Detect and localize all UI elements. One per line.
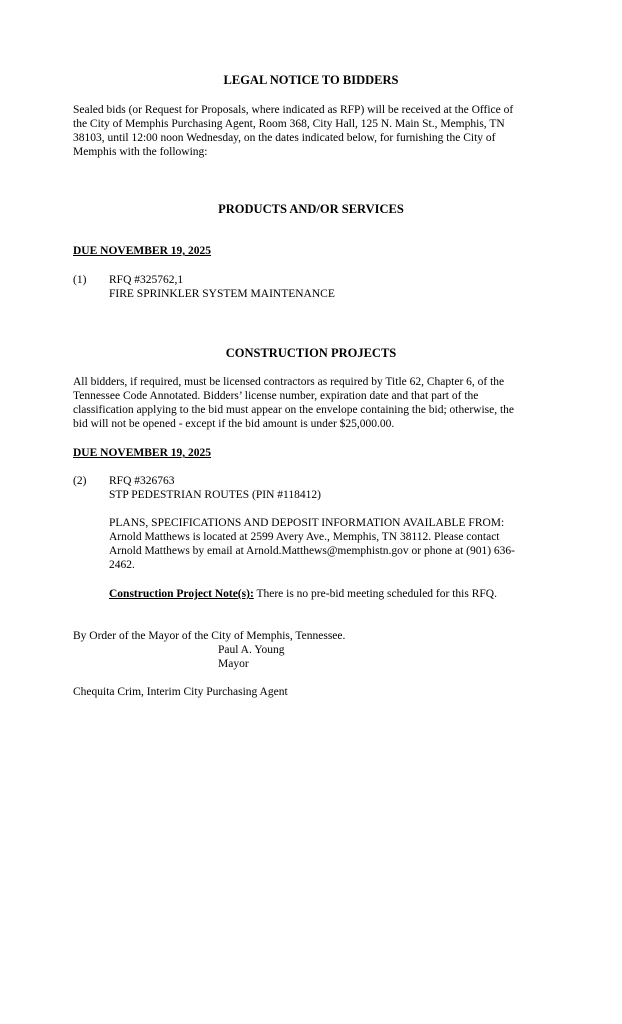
construction-item-rfq: RFQ #326763: [109, 475, 175, 487]
info-line: PLANS, SPECIFICATIONS AND DEPOSIT INFORMATION AVAILABLE FROM:: [109, 517, 505, 529]
order-line: By Order of the Mayor of the City of Memphis, Tennessee.: [73, 630, 346, 642]
info-line: Arnold Matthews is located at 2599 Avery Ave., Memphis, TN 38112. Please contact: [109, 531, 500, 543]
products-due-date: DUE NOVEMBER 19, 2025: [73, 245, 212, 257]
mayor-title: Mayor: [218, 658, 249, 670]
intro-paragraph: [73, 103, 551, 159]
requirement-line: All bidders, if required, must be licensed contractors as required by Title 62, Chapter 6, of the: [73, 376, 505, 388]
notice-title: LEGAL NOTICE TO BIDDERS: [223, 73, 399, 87]
construction-item: [109, 474, 549, 502]
products-heading: PRODUCTS AND/OR SERVICES: [218, 202, 404, 216]
info-line: 2462.: [109, 559, 135, 571]
intro-line: Sealed bids (or Request for Proposals, where indicated as RFP) will be received at the Office of: [73, 104, 514, 116]
construction-note-text: There is no pre-bid meeting scheduled for this RFQ.: [253, 588, 497, 600]
requirement-line: Tennessee Code Annotated. Bidders’ license number, expiration date and that part of the: [73, 390, 479, 402]
construction-note: [109, 587, 549, 601]
products-item-number: (1): [73, 274, 87, 286]
mayor-name: Paul A. Young: [218, 644, 285, 656]
products-item: [109, 273, 549, 301]
construction-note-label: Construction Project Note(s):: [109, 588, 254, 600]
requirement-line: bid will not be opened - except if the bid amount is under $25,000.00.: [73, 418, 395, 430]
construction-item-info: [109, 516, 549, 572]
info-line: Arnold Matthews by email at Arnold.Matthews@memphistn.gov or phone at (901) 636-: [109, 545, 515, 557]
intro-line: Memphis with the following:: [73, 146, 208, 158]
construction-item-number: (2): [73, 475, 87, 487]
construction-heading: CONSTRUCTION PROJECTS: [225, 346, 397, 360]
purchasing-agent-line: Chequita Crim, Interim City Purchasing Agent: [73, 686, 288, 698]
construction-due-date: DUE NOVEMBER 19, 2025: [73, 447, 212, 459]
products-item-rfq: RFQ #325762,1: [109, 274, 184, 286]
intro-line: the City of Memphis Purchasing Agent, Room 368, City Hall, 125 N. Main St., Memphis, TN: [73, 118, 505, 130]
products-item-description: FIRE SPRINKLER SYSTEM MAINTENANCE: [109, 288, 335, 300]
construction-item-description: STP PEDESTRIAN ROUTES (PIN #118412): [109, 489, 321, 501]
requirement-line: classification applying to the bid must appear on the envelope containing the bid; otherwise, the: [73, 404, 515, 416]
intro-line: 38103, until 12:00 noon Wednesday, on the dates indicated below, for furnishing the City of: [73, 132, 496, 144]
construction-requirements: [73, 375, 551, 431]
